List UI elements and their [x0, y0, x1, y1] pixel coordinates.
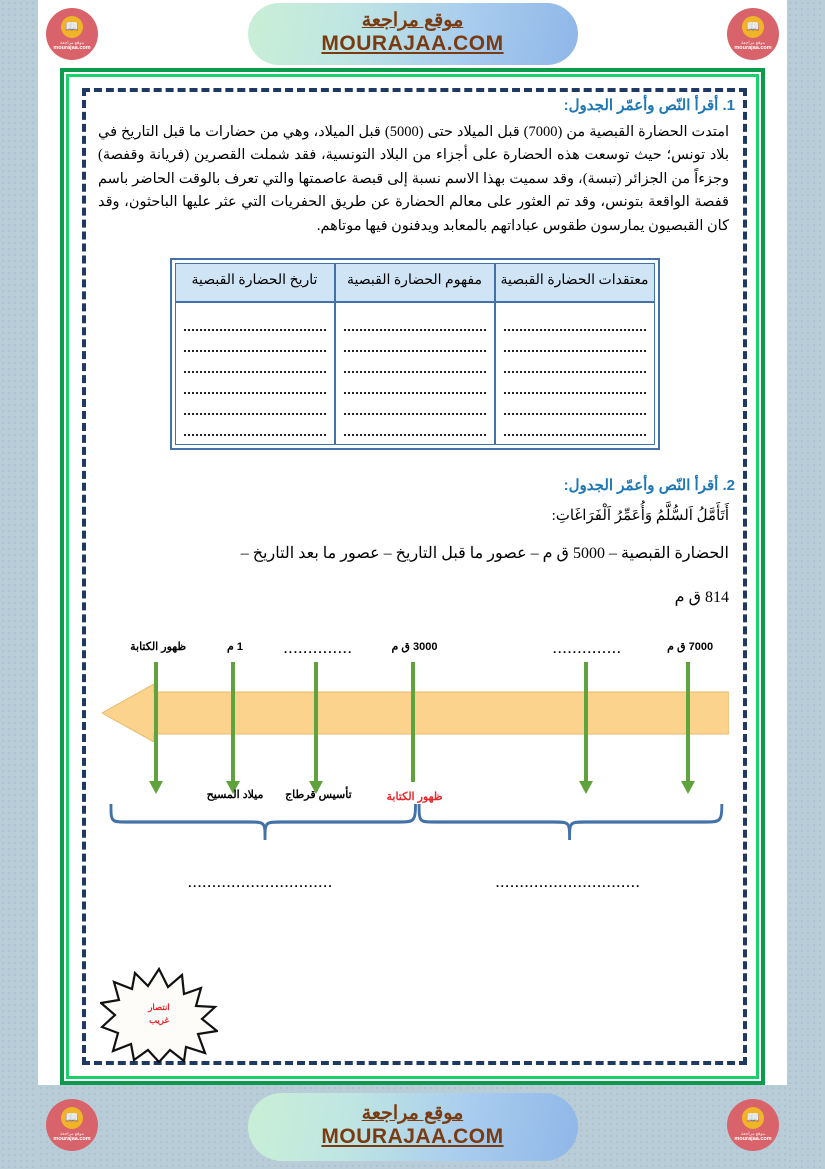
book-icon: 📖 [61, 1107, 83, 1129]
logo-caption-footer-right [734, 1131, 771, 1144]
timeline-bottom-label-3: تأسيس قرطاج [285, 788, 352, 801]
brand-title-url-top: MOURAJAA.COM [321, 32, 504, 56]
logo-caption-ar-footer-right: موقع مراجعة [740, 1130, 766, 1136]
site-logo-badge-left [46, 8, 98, 60]
section-2 [94, 476, 735, 614]
table-answer-cell-0[interactable] [495, 302, 655, 445]
timeline-top-label-2: 3000 ق م [391, 640, 438, 653]
timeline-top-label-5: ظهور الكتابة [130, 640, 187, 653]
timeline-answer-dots-1[interactable]: .............................. [188, 875, 334, 890]
table-header-row [175, 263, 655, 301]
blank-line[interactable] [504, 396, 646, 415]
table-answer-row [175, 302, 655, 445]
logo-caption-left [53, 40, 90, 53]
blank-line[interactable] [184, 417, 326, 436]
stamp-line-2: غريب [149, 1014, 169, 1025]
timeline-arrow [102, 684, 729, 742]
page-side-band-right [787, 0, 825, 1169]
worksheet-content [94, 96, 735, 1057]
timeline-top-label-1: .............. [553, 641, 623, 656]
blank-line[interactable] [344, 354, 486, 373]
timeline-tick-5 [154, 662, 158, 782]
table-answer-cell-2[interactable] [175, 302, 335, 445]
blank-line[interactable] [184, 375, 326, 394]
blank-line[interactable] [504, 333, 646, 352]
site-logo-badge-right [727, 8, 779, 60]
table-answer-cell-1[interactable] [335, 302, 495, 445]
timeline-tick-0 [686, 662, 690, 782]
logo-caption-url-right: mourajaa.com [734, 45, 772, 52]
timeline-top-label-3: .............. [283, 641, 353, 656]
timeline-tick-1 [584, 662, 588, 782]
brand-title-ar-bottom: موقع مراجعة [361, 1103, 464, 1125]
timeline-braces [102, 800, 729, 870]
timeline-answer-dots-0[interactable]: .............................. [495, 875, 641, 890]
blank-line[interactable] [344, 333, 486, 352]
timeline-tick-2 [411, 662, 415, 782]
site-brand-pill-top[interactable] [248, 3, 578, 65]
section-2-word-bank-line-1: الحضارة القبصية – 5000 ق م – عصور ما قبل التاريخ – عصور ما بعد التاريخ – [240, 544, 729, 562]
table-header-cell-1: مفهوم الحضارة القبصية [335, 263, 495, 301]
blank-line[interactable] [504, 354, 646, 373]
logo-caption-ar-footer-left: موقع مراجعة [59, 1130, 85, 1136]
timeline-top-label-4: 1 م [227, 640, 244, 653]
answer-table-wrapper [94, 258, 735, 449]
section-1-title: 1. أقرأ النّص وأعمّر الجدول: [563, 97, 735, 114]
stamp-line-1: انتصار [148, 1002, 170, 1012]
section-2-word-bank-line-2: 814 ق م [674, 589, 729, 607]
brand-title-ar-top: موقع مراجعة [361, 10, 464, 32]
book-icon: 📖 [61, 16, 83, 38]
section-2-instruction: أَتَأَمَّلُ اَلسُّلَّمُ وَأُعَمِّرُ اَلْفَرَاغَاتِ: [551, 507, 729, 524]
answer-table [170, 258, 660, 449]
site-footer-banner [38, 1085, 787, 1169]
timeline-tick-4 [231, 662, 235, 782]
logo-caption-url-footer-left: mourajaa.com [53, 1136, 91, 1143]
page-side-band-left [0, 0, 38, 1169]
blank-line[interactable] [184, 396, 326, 415]
section-1-paragraph: امتدت الحضارة القبصية من (7000) قبل الميلاد حتى (5000) قبل الميلاد، وهي من حضارات ما قبل التاريخ في بلاد تونس؛ حيث توسعت هذه الحضارة على أجزاء من البلاد التونسية، فقد شملت القصرين (فريانة وقفصة) وجزءاً من الجزائر (تبسة)، وقد سميت بهذا الاسم نسبة إلى قبصة عاصمتها والتي تعرف بالوقت الحاضر باسم قفصة الواقعة بتونس، وقد تم العثور على معالم الحضارة عن طريق الحفريات التي عثر عليها الباحثون، وقد كان القبصيون يمارسون طقوس عباداتهم بالمعابد ويدفنون فيها موتاهم. [98, 124, 729, 234]
logo-caption-url-left: mourajaa.com [53, 45, 91, 52]
timeline-tick-3 [314, 662, 318, 782]
site-header-banner [38, 0, 787, 68]
timeline-top-label-0: 7000 ق م [667, 640, 714, 653]
starburst-stamp-text [100, 1001, 218, 1027]
blank-line[interactable] [504, 417, 646, 436]
logo-caption-ar-left: موقع مراجعة [59, 39, 85, 45]
blank-line[interactable] [184, 354, 326, 373]
logo-caption-footer-left [53, 1131, 90, 1144]
timeline-bottom-label-2: ظهور الكتابة [386, 790, 443, 803]
logo-caption-right [734, 40, 771, 53]
logo-caption-ar-right: موقع مراجعة [740, 39, 766, 45]
book-icon: 📖 [742, 1107, 764, 1129]
site-brand-pill-bottom[interactable] [248, 1093, 578, 1161]
blank-line[interactable] [504, 375, 646, 394]
table-header-cell-2: تاريخ الحضارة القبصية [175, 263, 335, 301]
brand-title-url-bottom: MOURAJAA.COM [321, 1125, 504, 1149]
blank-line[interactable] [344, 417, 486, 436]
blank-line[interactable] [504, 312, 646, 331]
blank-line[interactable] [344, 312, 486, 331]
timeline-diagram [94, 640, 735, 908]
blank-line[interactable] [344, 375, 486, 394]
starburst-stamp [100, 967, 218, 1063]
blank-line[interactable] [184, 333, 326, 352]
blank-line[interactable] [184, 312, 326, 331]
site-logo-badge-footer-left [46, 1099, 98, 1151]
site-logo-badge-footer-right [727, 1099, 779, 1151]
table-header-cell-0: معتقدات الحضارة القبصية [495, 263, 655, 301]
section-2-title: 2. أقرأ النّص وأعمّر الجدول: [563, 476, 735, 494]
book-icon: 📖 [742, 16, 764, 38]
logo-caption-url-footer-right: mourajaa.com [734, 1136, 772, 1143]
blank-line[interactable] [344, 396, 486, 415]
worksheet-green-frame [60, 68, 765, 1085]
timeline-bottom-label-4: ميلاد المسيح [206, 788, 264, 801]
